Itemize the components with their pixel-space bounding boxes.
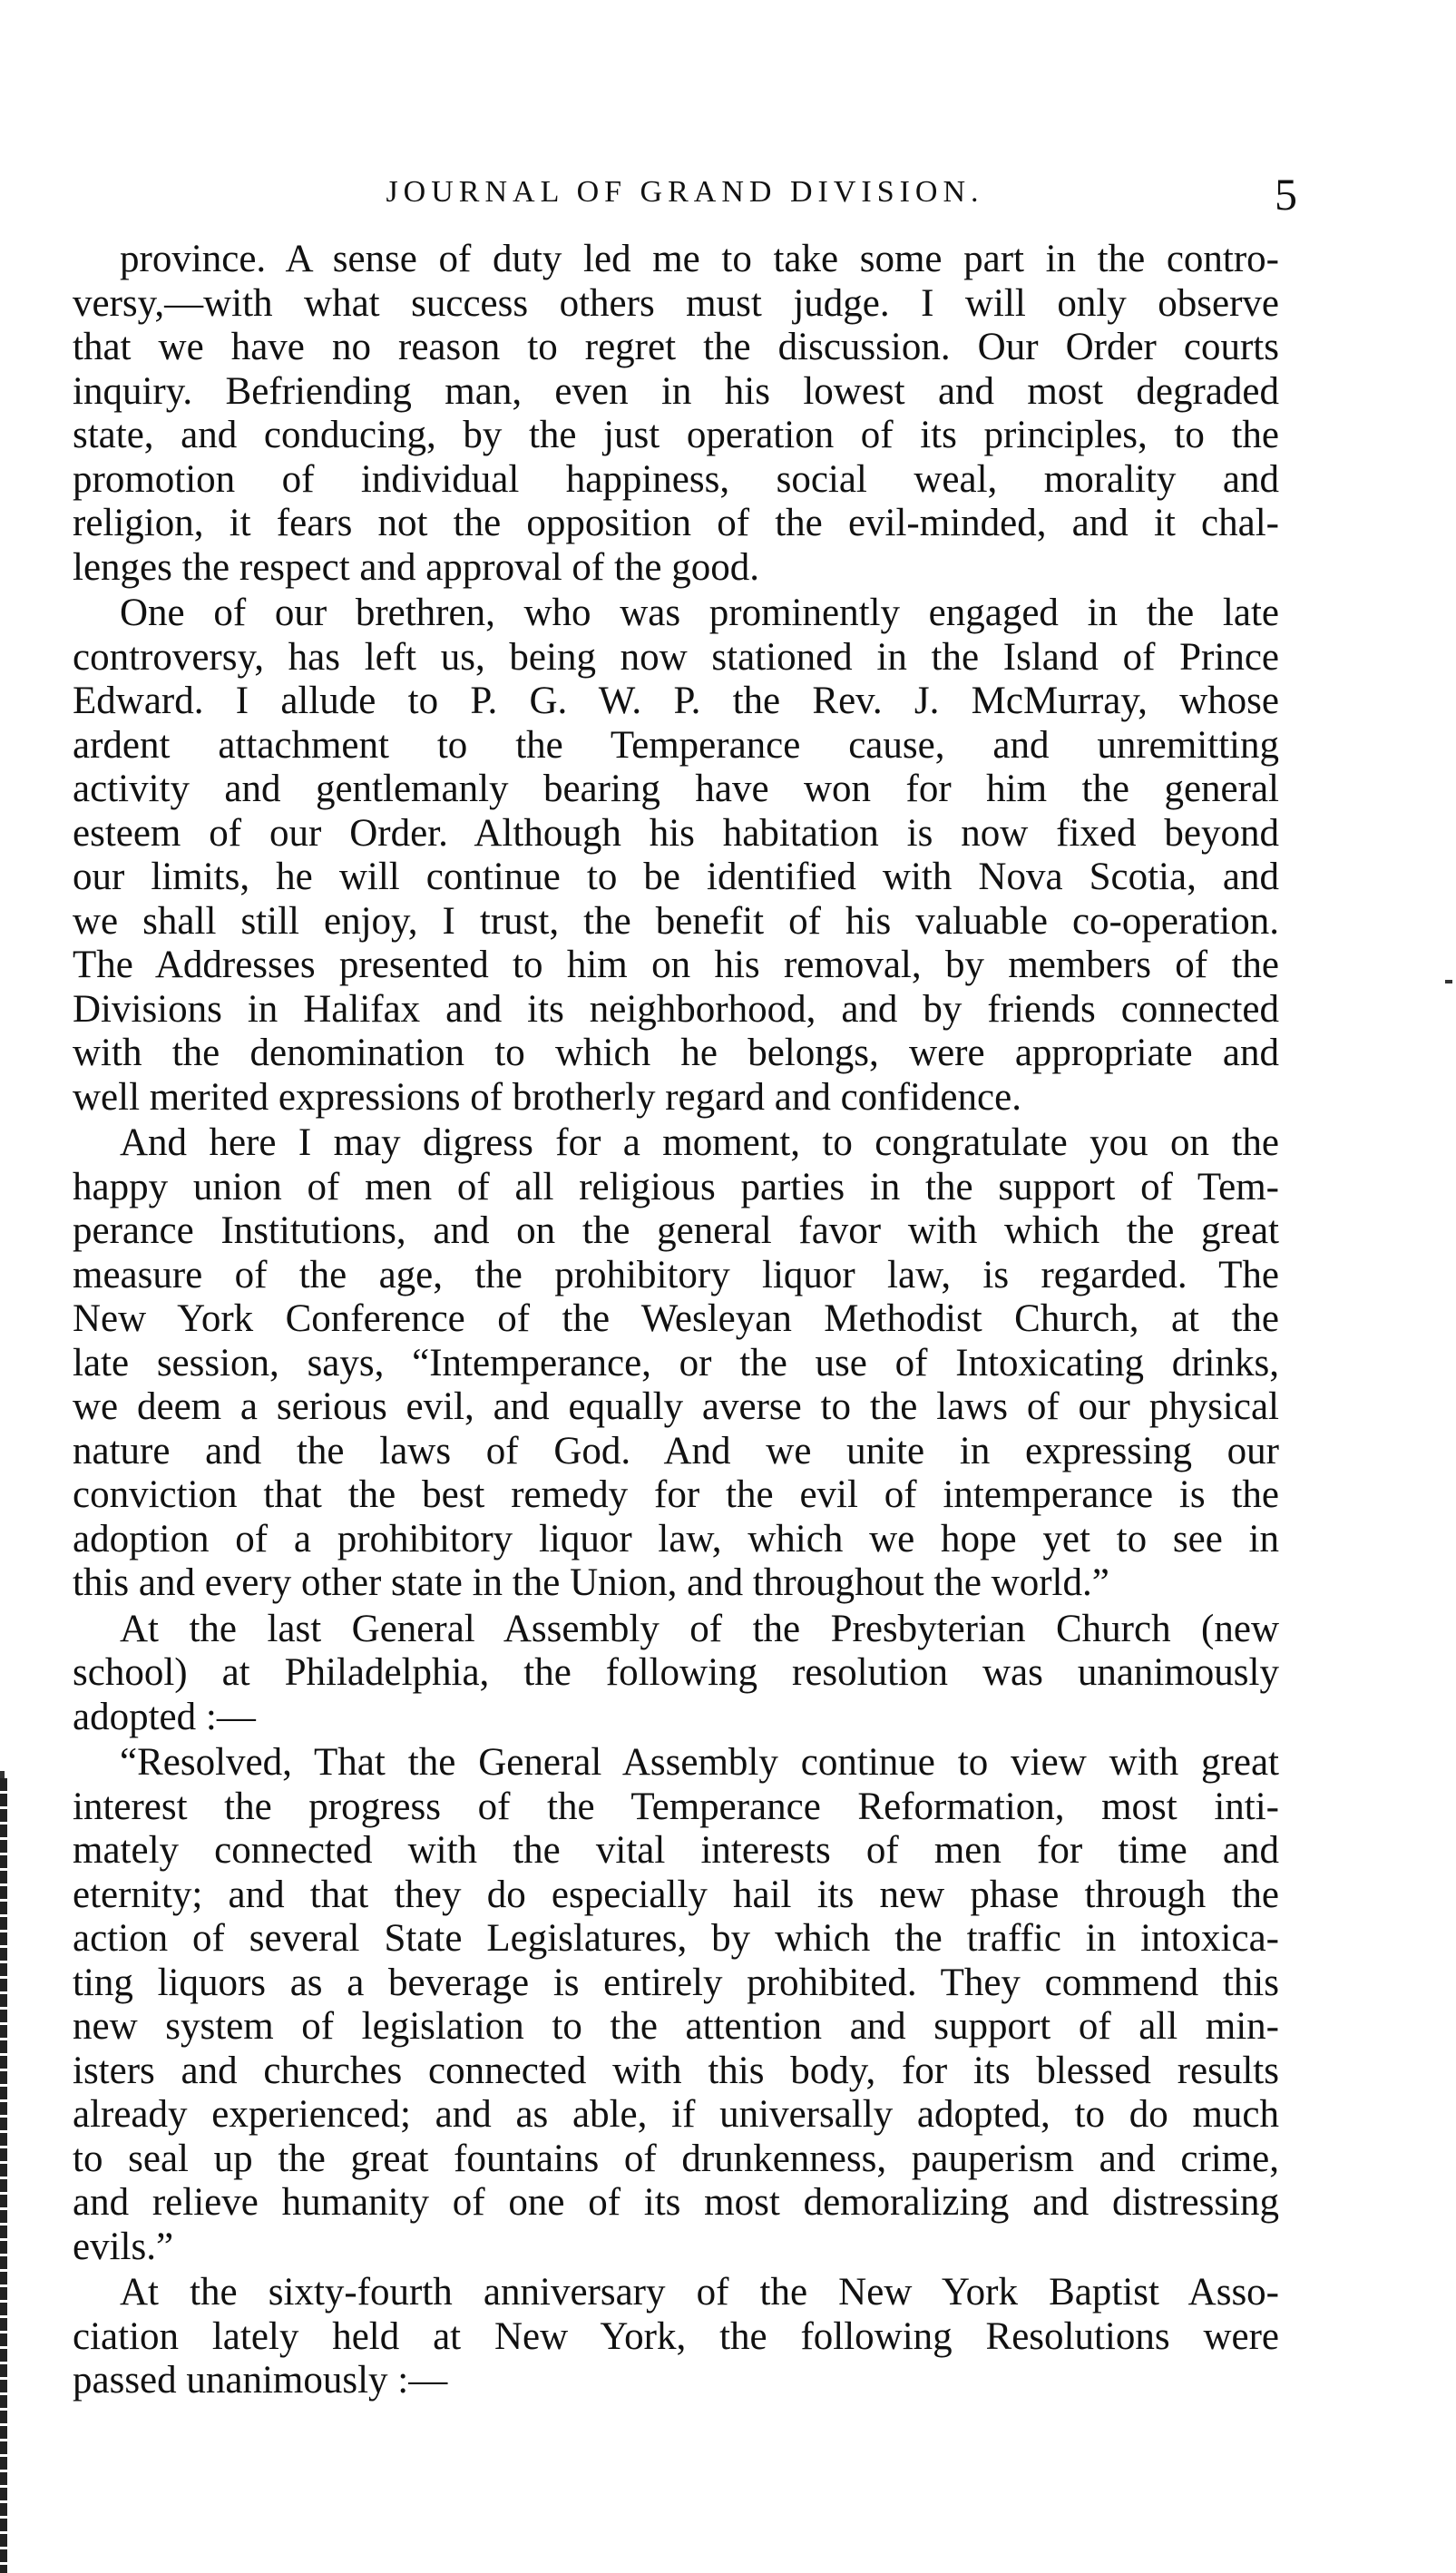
text-line: state, and conducing, by the just operation of its principles, to the (73, 414, 1279, 456)
paragraph (73, 1741, 1279, 2269)
text-line: already experienced; and as able, if universally adopted, to do much (73, 2093, 1279, 2136)
text-line: versy,—with what success others must judge. I will only observe (73, 281, 1279, 325)
paragraph (73, 2271, 1279, 2403)
text-line: and relieve humanity of one of its most demoralizing and distressing (73, 2181, 1279, 2224)
text-line: school) at Philadelphia, the following resolution was unanimously (73, 1651, 1279, 1694)
text-line: with the denomination to which he belongs, were appropriate and (73, 1032, 1279, 1074)
text-line: eternity; and that they do especially hail its new phase through the (73, 1873, 1279, 1916)
body-text (73, 238, 1279, 2403)
text-line: to seal up the great fountains of drunkenness, pauperism and crime, (73, 2137, 1279, 2180)
text-line: activity and gentlemanly bearing have won for him the general (73, 768, 1279, 810)
text-line: we deem a serious evil, and equally averse to the laws of our physical (73, 1385, 1279, 1428)
running-head (73, 168, 1297, 222)
text-line: The Addresses presented to him on his removal, by members of the (73, 944, 1279, 986)
page-number: 5 (1275, 169, 1297, 220)
text-line: well merited expressions of brotherly regard and confidence. (73, 1075, 1021, 1119)
text-line: measure of the age, the prohibitory liquor law, is regarded. The (73, 1253, 1279, 1296)
text-line: we shall still enjoy, I trust, the benefit of his valuable co-operation. (73, 899, 1279, 943)
text-line: lenges the respect and approval of the good. (73, 545, 760, 589)
text-line: passed unanimously :— (73, 2359, 448, 2402)
text-line: adopted :— (73, 1695, 256, 1738)
text-line: ardent attachment to the Temperance cause, and unremitting (73, 723, 1279, 767)
running-title: JOURNAL OF GRAND DIVISION. (386, 175, 984, 209)
paragraph (73, 1121, 1279, 1606)
paragraph (73, 1608, 1279, 1740)
text-line: inquiry. Befriending man, even in his lowest and most degraded (73, 369, 1279, 413)
text-line: religion, it fears not the opposition of the evil-minded, and it chal- (73, 502, 1279, 544)
text-line: At the sixty-fourth anniversary of the New York Baptist Asso- (120, 2271, 1279, 2314)
text-line: action of several State Legislatures, by which the traffic in intoxica- (73, 1917, 1279, 1960)
text-line: At the last General Assembly of the Presbyterian Church (new (120, 1607, 1279, 1650)
text-line: Divisions in Halifax and its neighborhood, and by friends connected (73, 987, 1279, 1031)
text-line: promotion of individual happiness, social weal, morality and (73, 457, 1279, 501)
text-line: And here I may digress for a moment, to congratulate you on the (120, 1121, 1279, 1164)
text-line: ting liquors as a beverage is entirely prohibited. They commend this (73, 1961, 1279, 2004)
text-line: mately connected with the vital interests of men for time and (73, 1829, 1279, 1872)
text-line: isters and churches connected with this body, for its blessed results (73, 2049, 1279, 2092)
text-line: controversy, has left us, being now stationed in the Island of Prince (73, 635, 1279, 679)
text-line: late session, says, “Intemperance, or the use of Intoxicating drinks, (73, 1341, 1279, 1384)
text-line: Edward. I allude to P. G. W. P. the Rev. J. McMurray, whose (73, 680, 1279, 722)
text-line: “Resolved, That the General Assembly continue to view with great (120, 1741, 1279, 1784)
text-line: interest the progress of the Temperance Reformation, most inti- (73, 1785, 1279, 1828)
text-line: ciation lately held at New York, the following Resolutions were (73, 2314, 1279, 2358)
text-line: adoption of a prohibitory liquor law, which we hope yet to see in (73, 1517, 1279, 1560)
text-line: new system of legislation to the attention and support of all min- (73, 2005, 1279, 2048)
page-edge-binding (0, 1778, 7, 2573)
text-line: perance Institutions, and on the general favor with which the great (73, 1209, 1279, 1252)
text-line: One of our brethren, who was prominently engaged in the late (120, 592, 1279, 634)
text-line: province. A sense of duty led me to take some part in the contro- (120, 238, 1279, 280)
paragraph (73, 238, 1279, 590)
text-line: that we have no reason to regret the discussion. Our Order courts (73, 326, 1279, 368)
text-line: happy union of men of all religious parties in the support of Tem- (73, 1165, 1279, 1208)
margin-mark (1445, 980, 1452, 983)
text-line: New York Conference of the Wesleyan Methodist Church, at the (73, 1297, 1279, 1340)
text-line: nature and the laws of God. And we unite in expressing our (73, 1429, 1279, 1472)
text-line: evils.” (73, 2225, 174, 2268)
text-line: conviction that the best remedy for the evil of intemperance is the (73, 1473, 1279, 1516)
text-line: our limits, he will continue to be identified with Nova Scotia, and (73, 856, 1279, 898)
text-line: this and every other state in the Union, and throughout the world.” (73, 1561, 1109, 1604)
paragraph (73, 592, 1279, 1120)
text-line: esteem of our Order. Although his habitation is now fixed beyond (73, 811, 1279, 855)
